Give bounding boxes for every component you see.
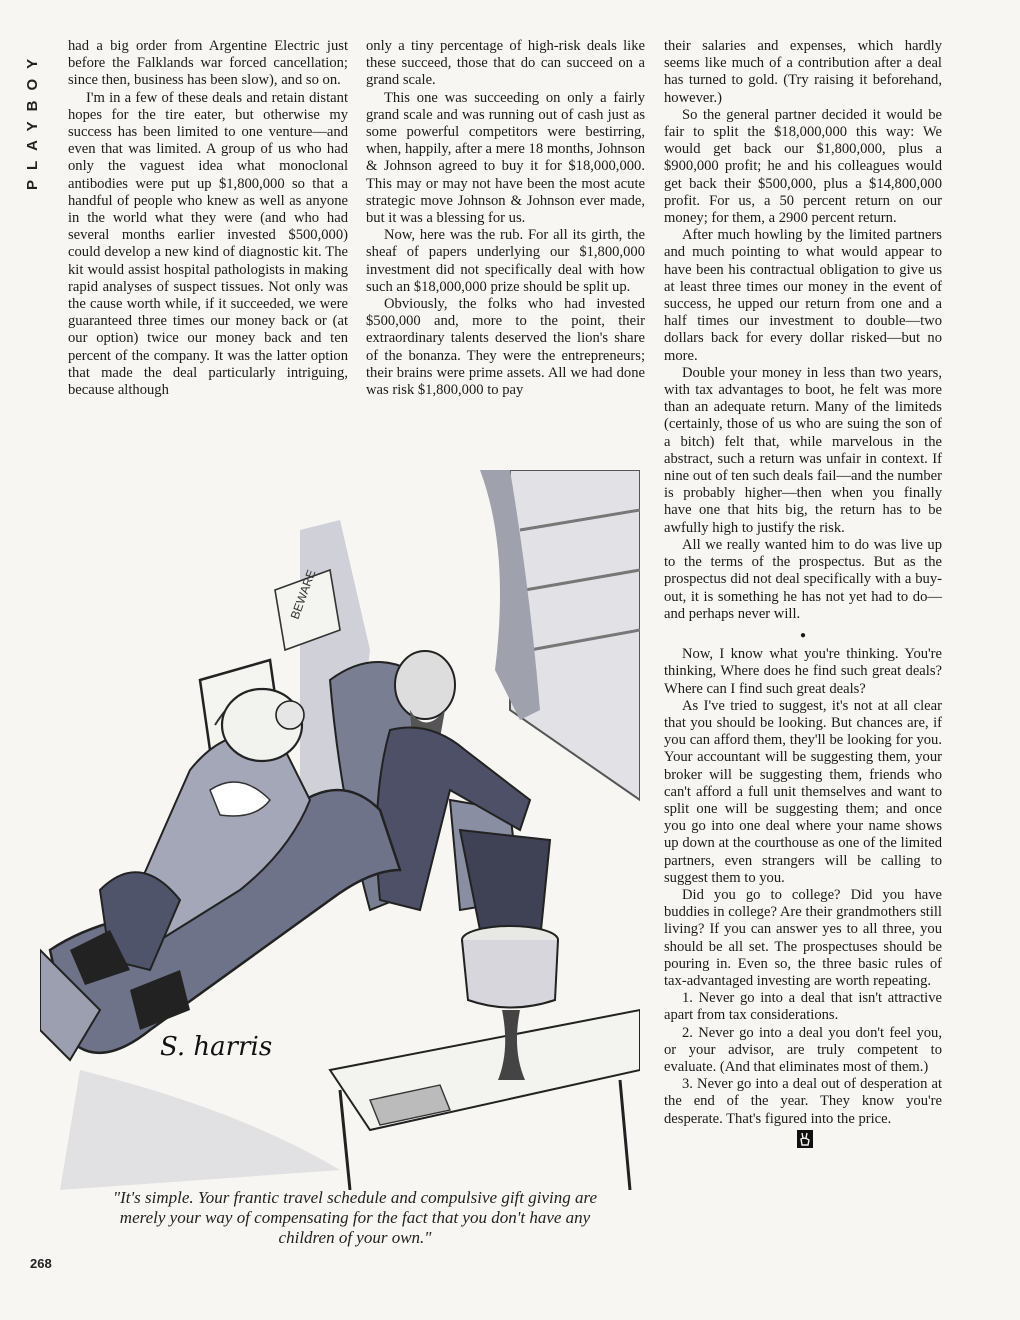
cartoon-caption: "It's simple. Your frantic travel schedule and compulsive gift giving are merely your way of compensating for the fact that you don't have any children of your own."	[112, 1188, 598, 1247]
paragraph: Now, here was the rub. For all its girth, the sheaf of papers underlying our $1,800,000 investment did not specifically deal with how such an $18,000,000 prize should be split up.	[366, 227, 645, 295]
end-mark	[664, 1130, 942, 1148]
paragraph: So the general partner decided it would be fair to split the $18,000,000 this way: We would get back our $1,800,000, plus a $900,000 profit; he and his colleagues would get back their $500,000, plus a $14,800,000 profit. For us, a 50 percent return on our money; for them, a 2900 percent return.	[664, 106, 942, 227]
paragraph: After much howling by the limited partners and much pointing to what would appear to have been his contractual obligation to give us at least three times our money in the event of success, he upped our return from one and a half times our investment to double—two dollars back for every dollar risked—but no more.	[664, 227, 942, 364]
masthead: PLAYBOY	[24, 48, 41, 190]
paragraph: As I've tried to suggest, it's not at all clear that you should be looking. But chances are, if you can afford them, they'll be looking for you. Your accountant will be suggesting them, your broker will be suggesting them, friends who can't afford a full unit themselves and want to split one will be suggesting them; and once you go into one deal where your name shows up down at the courthouse as one of the limited partners, even strangers will be calling to suggest them to you.	[664, 697, 942, 886]
rule-2: 2. Never go into a deal you don't feel you, or your advisor, are truly competent to evaluate. (And that eliminates most of them.)	[664, 1024, 942, 1075]
page-number: 268	[30, 1256, 52, 1271]
section-separator: ●	[799, 629, 807, 641]
column-2	[366, 38, 645, 399]
paragraph: Did you go to college? Did you have buddies in college? Are their grandmothers still living? If you can answer yes to all three, you should be all set. The prospectuses should be pouring in. Even so, the three basic rules of tax-advantaged investing are worth repeating.	[664, 886, 942, 989]
svg-text:BEWARE: BEWARE	[287, 567, 319, 622]
rule-3-text: 3. Never go into a deal out of desperation at the end of the year. They know you're desperate. That's figured into the price.	[664, 1076, 942, 1127]
paragraph: This one was succeeding on only a fairly grand scale and was running out of cash just as some powerful competitors were bestirring, when, happily, after a mere 18 months, Johnson & Johnson agreed to buy it for $18,000,000. This may or may not have been the most acute strategic move Johnson & Johnson ever made, but it was a blessing for us.	[366, 89, 645, 227]
cartoon-illustration	[40, 470, 640, 1190]
paragraph: Now, I know what you're thinking. You're thinking, Where does he find such great deals? Where can I find such great deals?	[664, 646, 942, 697]
column-1	[68, 38, 348, 399]
paragraph: only a tiny percentage of high-risk deals like these succeed, those that do can succeed on a grand scale.	[366, 38, 645, 89]
cartoon-signature: S. harris	[160, 1032, 273, 1062]
rule-1: 1. Never go into a deal that isn't attractive apart from tax considerations.	[664, 990, 942, 1024]
paragraph: Double your money in less than two years, with tax advantages to boot, he felt was more than an adequate return. Many of the limiteds (certainly, those of us who are suing the son of a bitch) felt that, while marvelous in the abstract, such a return was unfair in context. If nine out of ten such deals fail—and the number is probably higher—then when you finally have one that hits big, the return has to be awfully high to justify the risk.	[664, 364, 942, 536]
paragraph: All we really wanted him to do was live up to the terms of the prospectus. But as the prospectus did not deal specifically with a buy-out, it is something he has not yet had to do—and perhaps never will.	[664, 536, 942, 622]
bunny-logo-icon	[797, 1130, 813, 1148]
rule-3	[664, 1076, 942, 1128]
paragraph: Obviously, the folks who had invested $500,000 and, more to the point, their extraordinary talents deserved the lion's share of the bonanza. They were the entrepreneurs; their brains were prime assets. All we had done was risk $1,800,000 to pay	[366, 296, 645, 399]
column-3	[664, 38, 942, 1148]
paragraph: I'm in a few of these deals and retain distant hopes for the tire eater, but otherwise my success has been limited to one venture—and even that was limited. A group of us who had only the vaguest idea what monoclonal antibodies were put up $1,800,000 so that a handful of people who knew as well as anyone in the world what they were (and who had several months earlier invested $500,000) could develop a new kind of diagnostic kit. The kit would assist hospital pathologists in making rapid analyses of suspect tissues. Not only was the cause worth while, if it succeeded, we were guaranteed three times our money back or (at our option) twice our money back and ten percent of the company. It was the latter option that made the deal particularly intriguing, because although	[68, 89, 348, 399]
paragraph: their salaries and expenses, which hardly seems like much of a contribution after a deal has turned to gold. (Try raising it beforehand, however.)	[664, 38, 942, 106]
paragraph: had a big order from Argentine Electric just before the Falklands war forced cancellation; since then, business has been slow), and so on.	[68, 38, 348, 89]
